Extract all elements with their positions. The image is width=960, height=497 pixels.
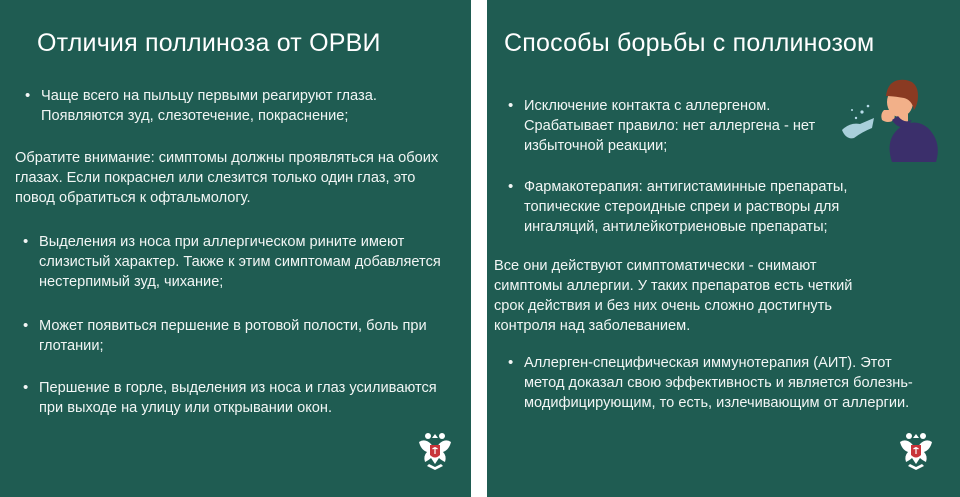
left-bullet-nose: • Выделения из носа при аллергическом рините имеют слизистый характер. Также к этим симптомам добавляется нестерпимый зуд, чихание; (17, 232, 462, 292)
person-sneezing-illustration-icon (840, 70, 940, 162)
right-panel-title: Способы борьбы с поллинозом (504, 29, 875, 57)
left-panel (0, 0, 471, 497)
right-bullet-pharmacotherapy: • Фармакотерапия: антигистаминные препараты, топические стероидные спреи и растворы для ингаляций, антилейкотриеновые препараты; (502, 177, 887, 237)
left-panel-title: Отличия поллиноза от ОРВИ (37, 29, 381, 57)
right-note-symptomatic: Все они действуют симптоматически - снимают симптомы аллергии. У таких препаратов есть четкий срок действия и без них очень сложно достигнуть контроля над заболеванием. (494, 258, 853, 334)
right-bullet-ait: • Аллерген-специфическая иммунотерапия (АИТ). Этот метод доказал свою эффективность и является болезнь-модифицирующим, то есть, излечивающим от аллергии. (502, 353, 922, 413)
right-bullet-avoid-allergen: • Исключение контакта с аллергеном. Срабатывает правило: нет аллергена - нет избыточной реакции; (502, 96, 847, 156)
left-bullet-eyes: • Чаще всего на пыльцу первыми реагируют глаза. Появляются зуд, слезотечение, покраснение; (19, 86, 449, 126)
right-panel (487, 0, 960, 497)
left-bullet-throat: • Может появиться першение в ротовой полости, боль при глотании; (17, 316, 462, 356)
left-bullet-outdoor: • Першение в горле, выделения из носа и глаз усиливаются при выходе на улицу или открывании окон. (17, 378, 457, 418)
left-note-eyes: Обратите внимание: симптомы должны проявляться на обоих глазах. Если покраснел или слезится только один глаз, это повод обратиться к офтальмологу. (15, 150, 439, 206)
eagle-emblem-icon (413, 428, 457, 472)
eagle-emblem-icon (894, 428, 938, 472)
